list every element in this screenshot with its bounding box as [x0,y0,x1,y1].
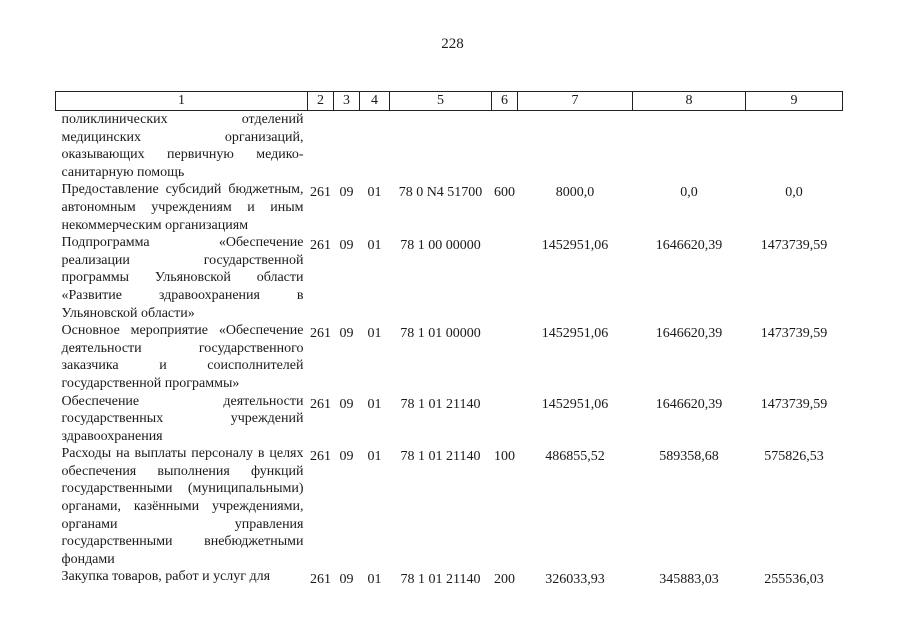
header-col-7: 7 [518,92,633,111]
row-section: 09 [339,238,354,254]
row-year2: 1646620,39 [655,238,723,254]
row-year3: 1473739,59 [760,396,828,412]
header-col-4: 4 [360,92,390,111]
row-subsection: 01 [367,449,382,465]
row-name: Расходы на выплаты персоналу в целях обеспечения выполнения функций государственными (муниципальными) органами, казёнными учреждениями, органами управления государственными внебюджетными фондами [61,446,304,567]
header-col-2: 2 [308,92,334,111]
row-name: Подпрограмма «Обеспечение реализации государственной программы Ульяновской области «Развитие здравоохранения в Ульяновской области» [61,235,304,321]
row-section: 09 [339,185,354,201]
budget-table [55,91,843,589]
table-row [56,445,843,568]
row-year3 [746,111,843,182]
row-year1: 8000,0 [555,185,595,201]
row-year1: 1452951,06 [541,396,609,412]
table-row [56,322,843,392]
page-number: 228 [441,36,464,52]
row-name: поликлинических отделений медицинских организаций, оказывающих первичную медико-санитарную помощь [61,112,304,180]
row-target [390,111,492,182]
row-admin: 261 [310,326,331,342]
row-subsection: 01 [367,572,382,588]
row-year2: 345883,03 [659,572,719,588]
row-name: Основное мероприятие «Обеспечение деятельности государственного заказчика и соисполнителей государственной программы» [61,323,304,391]
row-expense [492,111,518,182]
row-admin: 261 [310,185,331,201]
row-name: Предоставление субсидий бюджетным, автономным учреждениям и иным некоммерческим организациям [61,182,304,233]
row-year2: 0,0 [680,185,698,201]
row-admin: 261 [310,238,331,254]
row-expense [492,393,518,446]
table-row [56,568,843,589]
header-col-5: 5 [390,92,492,111]
row-section: 09 [339,326,354,342]
row-year1 [518,111,633,182]
row-target: 78 1 01 21140 [400,449,481,465]
row-section [334,111,360,182]
table-row [56,393,843,446]
row-subsection: 01 [367,326,382,342]
row-target: 78 1 00 00000 [400,238,481,254]
row-year1: 1452951,06 [541,326,609,342]
row-admin: 261 [310,396,331,412]
row-year1: 1452951,06 [541,238,609,254]
row-year1: 486855,52 [545,449,605,465]
row-subsection: 01 [367,396,382,412]
header-col-6: 6 [492,92,518,111]
row-subsection [360,111,390,182]
row-year3: 0,0 [785,185,803,201]
table-row [56,234,843,322]
header-row [56,92,843,111]
header-col-1: 1 [56,92,308,111]
row-year2 [633,111,746,182]
row-name: Обеспечение деятельности государственных учреждений здравоохранения [61,393,304,444]
row-expense: 200 [494,572,515,588]
row-subsection: 01 [367,185,382,201]
row-section: 09 [339,396,354,412]
row-expense: 600 [494,185,515,201]
header-col-8: 8 [633,92,746,111]
row-expense [492,234,518,322]
row-section: 09 [339,449,354,465]
row-year3: 1473739,59 [760,326,828,342]
row-expense: 100 [494,449,515,465]
table-row [56,181,843,234]
header-col-9: 9 [746,92,843,111]
row-target: 78 1 01 21140 [400,572,481,588]
row-year2: 589358,68 [659,449,719,465]
row-expense [492,322,518,392]
table-row [56,111,843,182]
row-year1: 326033,93 [545,572,605,588]
row-year3: 575826,53 [764,449,824,465]
row-admin [308,111,334,182]
row-subsection: 01 [367,238,382,254]
row-section: 09 [339,572,354,588]
row-target: 78 1 01 21140 [400,396,481,412]
row-target: 78 1 01 00000 [400,326,481,342]
header-col-3: 3 [334,92,360,111]
row-year2: 1646620,39 [655,326,723,342]
row-year3: 255536,03 [764,572,824,588]
row-target: 78 0 N4 51700 [398,185,483,201]
row-admin: 261 [310,572,331,588]
row-admin: 261 [310,449,331,465]
row-year2: 1646620,39 [655,396,723,412]
row-year3: 1473739,59 [760,238,828,254]
row-name: Закупка товаров, работ и услуг для [61,569,271,585]
